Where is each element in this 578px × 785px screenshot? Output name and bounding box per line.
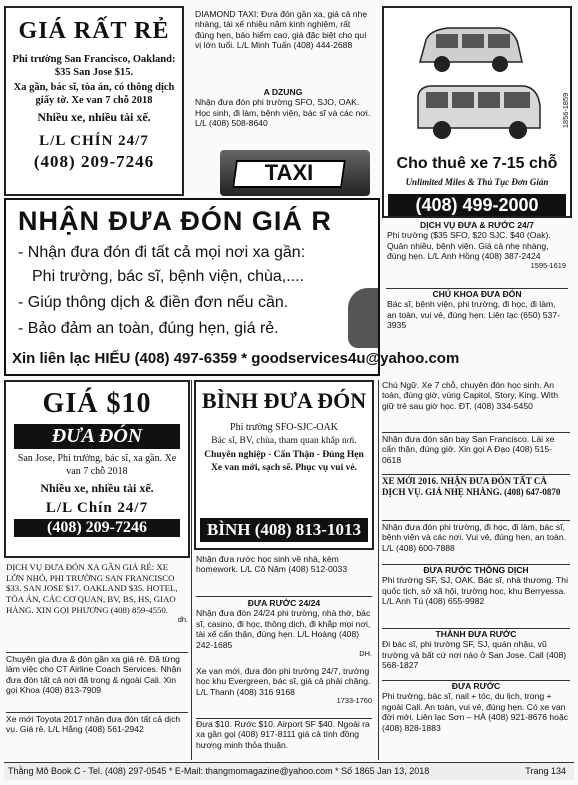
ad-chukhoa-title: CHÚ KHOA ĐƯA ĐÓN <box>432 289 522 299</box>
taxi-sign-photo <box>220 150 370 196</box>
ad-thanhdua-text: Đi bác sĩ, phi trường SF, SJ, quán nhậu, vũ trường và bất cứ nơi nào ở San Jose. Call (408) 568-1827 <box>382 639 567 671</box>
ad-airport: Đưa $10. Rước $10. Airport SF $40. Ngoài ra xa gần gọi (408) 917-8111 giá cả tình đồng hương minh thỏa thuận. <box>196 719 370 750</box>
divider <box>382 432 570 433</box>
ad-dichvu247 <box>384 220 570 284</box>
ad-hieu-title: NHẬN ĐƯA ĐÓN GIÁ R <box>18 206 332 236</box>
ad-duaruoc-text: Phi trường, bác sĩ, nail + tóc, du lịch, trong + ngoài Cali. An toàn, vui vẻ, đúng hẹn. Có xe van đời mới. Liên lạc Sơn – HÀ (408) 921-8676 hoặc (408) 828-1883 <box>382 691 569 733</box>
full-van-photo <box>414 82 544 144</box>
ad-binh-line4: Xe van mới, sạch sẽ. Phục vụ vui vẻ. <box>211 463 357 473</box>
ad-hieu-contact: Xin liên lạc HIẾU (408) 497-6359 * goodservices4u@yahoo.com <box>12 350 460 367</box>
ad-gia-rat-re-line3: Nhiều xe, nhiều tài xế. <box>37 109 151 124</box>
ad-2424-text: Nhận đưa đón 24/24 phi trường, nhà thờ, bác sĩ, casino, đi học, thông dịch, đi khắp mọi nơi, tài xế cẩn thận, đúng hẹn. L/L Hoàng (408) 242-1685 <box>196 608 371 650</box>
ad-nam: Nhận đưa rước học sinh về nhà, kèm homework. L/L Cô Năm (408) 512-0033 <box>196 554 348 575</box>
divider <box>6 652 188 653</box>
ad-cho-thue-xe <box>382 6 572 218</box>
ad-thong-dich <box>382 565 570 607</box>
ad-hang: Xe mới Toyota 2017 nhận đưa đón tất cả dịch vụ. Giá rẻ. L/L Hằng (408) 561-2942 <box>6 714 181 735</box>
van-photo <box>414 22 526 78</box>
ad-thongdich-title: ĐƯA RƯỚC THÔNG DỊCH <box>423 565 529 575</box>
ad-rent-phone: (408) 499-2000 <box>388 194 566 217</box>
ad-gia-rat-re-line2: Xa gần, bác sĩ, tòa án, có thông dịch giấy tờ. Xe van 7 chỗ 2018 <box>13 82 175 107</box>
ad-diamond-text: DIAMOND TAXI: Đưa đón gần xa, giá cả nhẹ nhàng, tài xế nhiều năm kinh nghiệm, rất đúng hẹn, bảo hiểm cao, giá đặc biệt cho quí vị lớn tuổi. L/L Minh Tuấn (408) 444-2688 <box>195 9 368 51</box>
ad-adzung-title: A DZUNG <box>263 87 303 97</box>
ad-gia10-phone: (408) 209-7246 <box>14 519 180 537</box>
ad-lonnho-text: DỊCH VỤ ĐƯA ĐÓN XA GẦN GIÁ RẺ: XE LỚN NHỎ, PHI TRƯỜNG SAN FRANCISCO $33. SAN JOSE $17. OAKLAND $35. HOTEL, TÒA ÁN, CÁC CƠ QUAN, BV, BS, HS, GIAO HÀNG. XIN GỌI PHƯƠNG (408) 859-4550. <box>6 562 178 615</box>
ad-diamond-taxi <box>190 6 376 84</box>
ad-gia10-title: GIÁ $10 <box>42 388 152 419</box>
ad-gia10-line2: Nhiều xe, nhiều tài xế. <box>40 481 154 495</box>
ad-thanh-text: Xe van mới, đưa đón phi trường 24/7, trường học khu Evergreen, bác sĩ, giá cả phải chăng. L/L Thanh (408) 316 9168 <box>196 666 371 697</box>
ad-2424-tag: DH. <box>359 649 372 659</box>
ad-gia-rat-re-contact: L/L CHÍN 24/7 <box>39 132 149 149</box>
ad-thanhdua-title: THÀNH ĐƯA RƯỚC <box>435 629 517 639</box>
ad-lon-nho <box>6 562 188 650</box>
ad-dua-ruoc <box>382 681 570 733</box>
minivan-icon <box>414 22 526 78</box>
ad-duaruoc-title: ĐƯA RƯỚC <box>451 681 501 691</box>
divider <box>382 520 570 521</box>
ad-thanh-code: 1733-1760 <box>336 696 372 706</box>
ad-binh-title: BÌNH ĐƯA ĐÓN <box>201 388 367 413</box>
ad-chukhoa-text: Bác sĩ, bệnh viện, phi trường, đi học, đi làm, an toàn, vui vẻ, đúng hẹn. Liên lạc (650) 537-3935 <box>387 299 560 331</box>
ad-24-24 <box>196 598 372 659</box>
taxi-sign-text: TAXI <box>264 160 314 185</box>
divider <box>382 474 570 475</box>
ad-adzung-text: Nhận đưa đón phi trường SFO, SJO, OAK. Học sinh, đi làm, bệnh viện, bác sĩ và các nơi. L/L (408) 508-8640 <box>195 97 371 129</box>
column-divider <box>191 380 192 760</box>
ad-binh-line2: Bác sĩ, BV, chùa, tham quan khắp nơi. <box>211 436 357 446</box>
ad-rent-vertical-code: 1856-1859 <box>560 92 570 129</box>
ad-thanh <box>196 666 372 706</box>
ad-binh-phone: BÌNH (408) 813-1013 <box>200 518 368 542</box>
ad-binh <box>194 380 374 550</box>
ad-gia-rat-re-line1: Phi trường San Francisco, Oakland: $35 San Jose $15. <box>12 54 176 79</box>
ad-2424-title: ĐƯA RƯỚC 24/24 <box>247 598 321 608</box>
ad-dichvu247-code: 1595-1619 <box>530 260 566 270</box>
ad-rent-subtitle: Unlimited Miles & Thủ Tục Đơn Giản <box>405 177 549 187</box>
ad-gia-rat-re-phone: (408) 209-7246 <box>33 151 155 171</box>
page-number: Trang 134 <box>525 766 566 776</box>
ad-chu-khoa <box>384 289 570 341</box>
ad-thongdich-text: Phi trường SF, SJ, OAK. Bác sĩ, nhà thương. Thi quốc tịch, sở xã hội, trường học, khu Berryessa. L/L Anh Tú (408) 655-9982 <box>382 575 568 607</box>
car-photo-icon <box>348 288 380 348</box>
divider <box>196 596 372 597</box>
ad-khoa: Chuyên gia đưa & đón gần xa giá rẻ. Đã từng làm việc cho CT Airline Coach Services. Nhận đưa đón tất cả nơi đã trong & ngoài Cali. Xin gọi Khoa (408) 813-7909 <box>6 654 182 696</box>
ad-thanh-dua-ruoc <box>382 629 570 671</box>
ad-xe-moi: XE MỚI 2016. NHẬN ĐƯA ĐÓN TẤT CẢ DỊCH VỤ. GIÁ NHẸ NHÀNG. (408) 647-0870 <box>382 476 561 497</box>
footer-info: Thằng Mõ Book C - Tel. (408) 297-0545 * E-Mail: thangmomagazine@yahoo.com * Số 1865 Jan 13, 2018 <box>8 766 430 776</box>
ad-gia10-line1: San Jose, Phi trường, bác sĩ, xa gần. Xe van 7 chỗ 2018 <box>17 453 177 477</box>
ad-vui: Nhận đưa đón phi trường, đi học, đi làm, bác sĩ, bệnh viện và các nơi. Vui vẻ, đúng hẹn, an toàn. L/L (408) 600-7888 <box>382 522 567 553</box>
ad-hieu-bullet1: - Nhận đưa đón đi tất cả mọi nơi xa gần: <box>18 244 306 261</box>
ad-chu-ngu: Chú Ngữ. Xe 7 chỗ, chuyên đón học sinh. An toàn, đúng giờ, vùng Capitol, Story, King. With giữ trẻ sau giờ học. ĐT. (408) 334-5450 <box>382 380 559 411</box>
passenger-van-icon <box>414 82 544 144</box>
ad-gia-rat-re-title: GIÁ RẤT RẺ <box>18 18 170 44</box>
ad-binh-line3: Chuyên nghiệp - Cẩn Thận - Đúng Hẹn <box>204 450 364 460</box>
ad-gia10-contact: L/L Chín 24/7 <box>45 500 149 516</box>
ad-hieu-bullet2: - Giúp thông dịch & điền đơn nếu cần. <box>18 294 289 311</box>
ad-lonnho-tag: dh. <box>177 614 188 624</box>
ad-hieu-bullet1b: Phi trường, bác sĩ, bệnh viện, chùa,.... <box>32 268 305 285</box>
ad-dichvu247-title: DỊCH VỤ ĐƯA & RƯỚC 24/7 <box>420 220 534 230</box>
ad-rent-title: Cho thuê xe 7-15 chỗ <box>396 155 558 172</box>
ad-adzung <box>190 86 376 146</box>
ad-gia10-subtitle: ĐƯA ĐÓN <box>14 424 180 449</box>
footer <box>4 762 574 780</box>
ad-binh-line1: Phi trường SFO-SJC-OAK <box>230 422 338 433</box>
column-divider <box>378 380 379 760</box>
ad-gia-10 <box>4 380 190 558</box>
ad-hieu-bullet3: - Bảo đảm an toàn, đúng hẹn, giá rẻ. <box>18 320 279 337</box>
ad-dao: Nhận đưa đón sân bay San Francisco. Lái xe cẩn thận, đúng giờ. Xin gọi A Đạo (408) 515-0618 <box>382 434 555 465</box>
divider <box>6 712 188 713</box>
ad-gia-rat-re <box>4 6 184 196</box>
ad-dichvu247-text: Phi trường ($35 SFO, $20 SJC. $40 (Oak). Quản nhiều, bệnh viện. Giá cả nhẹ nhàng, đúng hẹn. L/L Anh Hồng (408) 387-2424 <box>387 230 551 262</box>
